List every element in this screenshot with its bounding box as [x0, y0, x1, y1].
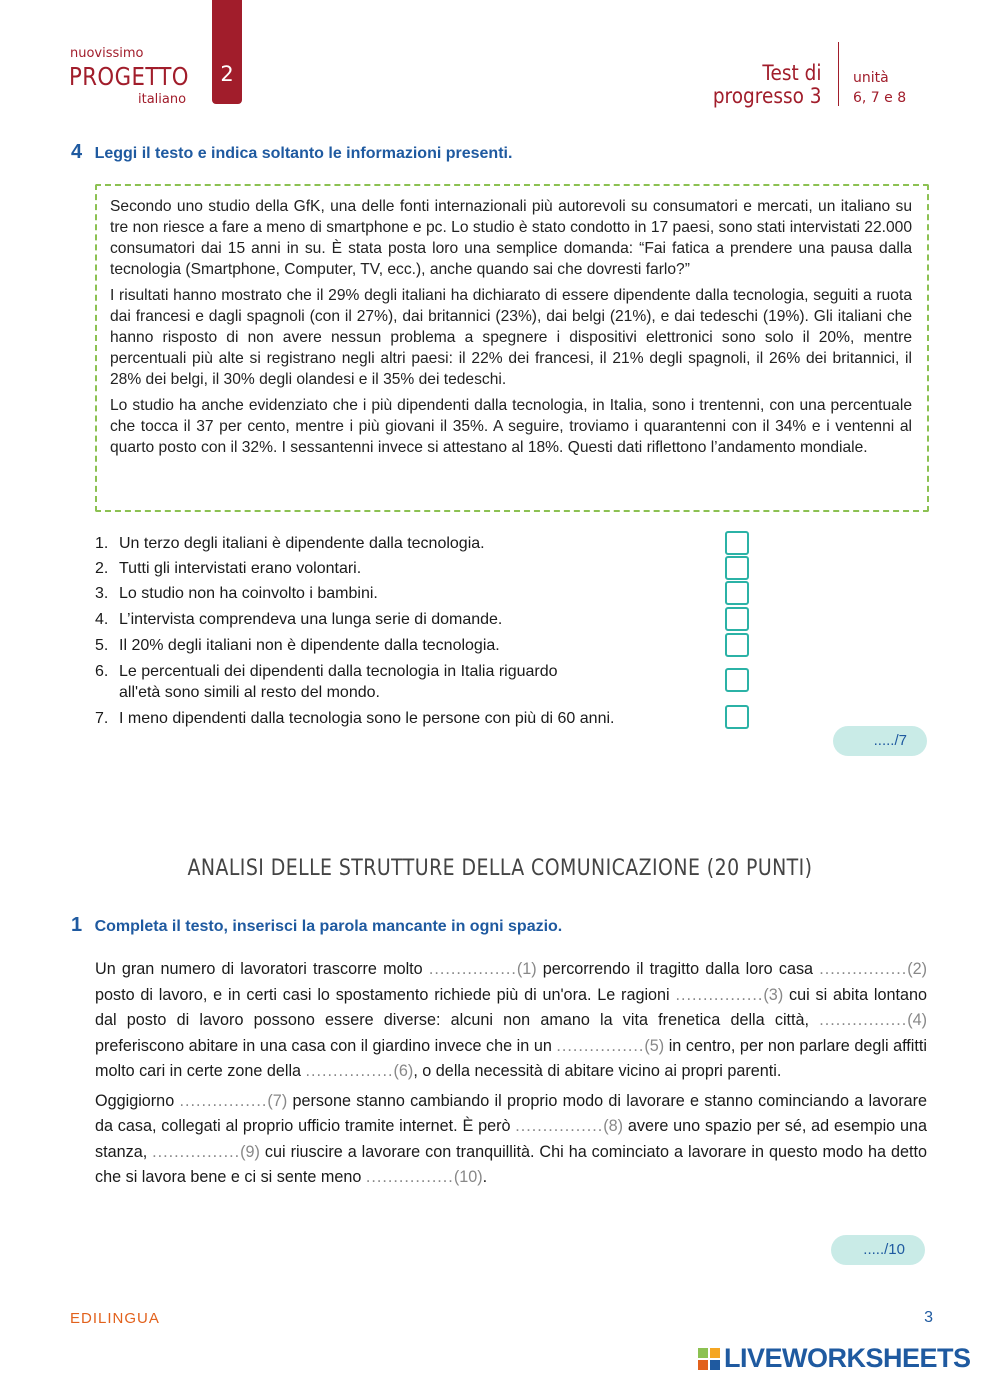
page-number: 3: [924, 1309, 933, 1326]
statement-3-checkbox[interactable]: [725, 581, 749, 605]
blank-5[interactable]: ................: [556, 1036, 645, 1055]
statement-4: 4. L’intervista comprendeva una lunga serie di domande.: [95, 611, 503, 628]
exercise-4-number: 4: [71, 141, 83, 163]
statement-2: 2. Tutti gli intervistati erano volontari.: [95, 560, 362, 577]
statement-2-checkbox[interactable]: [725, 556, 749, 580]
unit-label-line2: 6, 7 e 8: [853, 90, 907, 106]
unit-label: [853, 68, 906, 108]
exercise-4-score: ...../7: [833, 726, 927, 756]
blank-8[interactable]: ................: [515, 1117, 604, 1135]
blank-2[interactable]: ................: [819, 960, 908, 978]
statement-5: 5. Il 20% degli italiani non è dipendente dalla tecnologia.: [95, 637, 500, 654]
brand-logo-text: PROGETTO: [69, 62, 189, 91]
reading-paragraph: I risultati hanno mostrato che il 29% degli italiani ha dichiarato di essere dipendente dalla tecnologia, seguiti a ruota dai francesi e dagli spagnoli (con il 27%), dai britannici (23%), dai belgi (21%), e dai tedeschi (19%). Gli italiani che hanno risposto di non avere nessun problema a spegnere i dispositivi elettronici sono solo il 20%, mentre percentuali più alte si registrano negli altri paesi: il 22% dei francesi, il 21% degli spagnoli, il 26% dei britannici, il 28% dei belgi, il 30% degli olandesi e il 35% dei tedeschi.: [110, 287, 912, 388]
exercise-4-heading: [71, 141, 512, 164]
blank-10[interactable]: ................: [365, 1168, 454, 1186]
blank-3[interactable]: ................: [675, 985, 764, 1004]
statement-5-checkbox[interactable]: [725, 633, 749, 657]
blank-4[interactable]: ................: [819, 1011, 908, 1029]
statement-4-checkbox[interactable]: [725, 607, 749, 631]
liveworksheets-icon: [698, 1348, 720, 1370]
exercise-1-number: 1: [71, 914, 83, 936]
statement-6: 6. Le percentuali dei dipendenti dalla tecnologia in Italia riguardo all'età sono simili al resto del mondo.: [95, 663, 558, 701]
exercise-1-heading: [71, 914, 562, 937]
header-divider: [838, 42, 839, 106]
reading-paragraph: Secondo uno studio della GfK, una delle fonti internazionali più autorevoli su consumatori e mercati, un italiano su tre non riesce a fare a meno di smartphone e pc. Lo studio è stato condotto in 17 paesi, sono stati intervistati 22.000 consumatori dai 15 anni in su. È stata posta loro una semplice domanda: “Fai fatica a prendere una pausa dalla tecnologia (Smartphone, Computer, TV, ecc.), anche quando sai che dovresti farlo?”: [110, 198, 912, 278]
level-number: 2: [220, 62, 234, 86]
blank-1[interactable]: ................: [428, 960, 517, 978]
statement-7-checkbox[interactable]: [725, 705, 749, 729]
statement-1-checkbox[interactable]: [725, 531, 749, 555]
section-title: ANALISI DELLE STRUTTURE DELLA COMUNICAZIONE (20 PUNTI): [187, 856, 813, 881]
test-title: [713, 62, 822, 108]
exercise-1-score: ...../10: [831, 1235, 925, 1265]
reading-paragraph: Lo studio ha anche evidenziato che i più dipendenti dalla tecnologia, in Italia, sono i trentenni, con una percentuale che tocca il 37 per cento, mentre i più giovani il 35%. A seguire, troviamo i quarantenni con il 34% e i ventenni al quarto posto con il 32%. I sessantenni invece si attestano al 18%. Questi dati riflettono l’andamento mondiale.: [110, 397, 912, 456]
reading-text: [110, 196, 912, 463]
statement-7: 7. I meno dipendenti dalla tecnologia sono le persone con più di 60 anni.: [95, 710, 615, 727]
statement-1: 1. Un terzo degli italiani è dipendente dalla tecnologia.: [95, 535, 485, 552]
brand-small-text: nuovissimo: [70, 46, 144, 61]
blank-7[interactable]: ................: [179, 1091, 268, 1110]
exercise-4-instruction: Leggi il testo e indica soltanto le informazioni presenti.: [94, 145, 513, 162]
liveworksheets-text: LIVEWORKSHEETS: [724, 1343, 971, 1373]
cloze-paragraph-2: Oggigiorno ................(7) persone stanno cambiando il proprio modo di lavorare e stanno cominciando a lavorare da casa, collegati al proprio ufficio tramite internet. È però ................(8) avere uno spazio per sé, ad esempio una stanza, ................(9) cui riuscire a lavorare con tranquillità. Chi ha cominciato a lavorare in questo modo ha detto che si lavora bene e ci si sente meno ................(10).: [95, 1091, 927, 1186]
statement-6-checkbox[interactable]: [725, 668, 749, 692]
blank-9[interactable]: ................: [152, 1142, 241, 1161]
cloze-paragraph-1: Un gran numero di lavoratori trascorre molto ................(1) percorrendo il tragitto dalla loro casa ................(2) posto di lavoro, e in certi casi lo spostamento richiede più di un'ora. Le ragioni ................(3) cui si abita lontano dal posto di lavoro possono essere diverse: alcuni non amano la vita frenetica della città, ................(4) preferiscono abitare in una casa con il giardino invece che in un ................(5) in centro, per non parlare degli affitti molto cari in certe zone della ................(6), o della necessità di abitare vicino ai propri parenti.: [95, 960, 927, 1080]
level-tab: [212, 0, 242, 104]
exercise-1-instruction: Completa il testo, inserisci la parola mancante in ogni spazio.: [94, 918, 563, 935]
unit-label-line1: unità: [853, 70, 889, 86]
statement-3: 3. Lo studio non ha coinvolto i bambini.: [95, 585, 378, 602]
brand-sub-text: italiano: [138, 92, 187, 107]
cloze-text: [95, 957, 927, 1195]
test-title-line2: progresso 3: [713, 84, 822, 108]
test-title-line1: Test di: [762, 61, 822, 85]
publisher-logo: EDILINGUA: [70, 1310, 160, 1327]
blank-6[interactable]: ................: [305, 1062, 394, 1080]
